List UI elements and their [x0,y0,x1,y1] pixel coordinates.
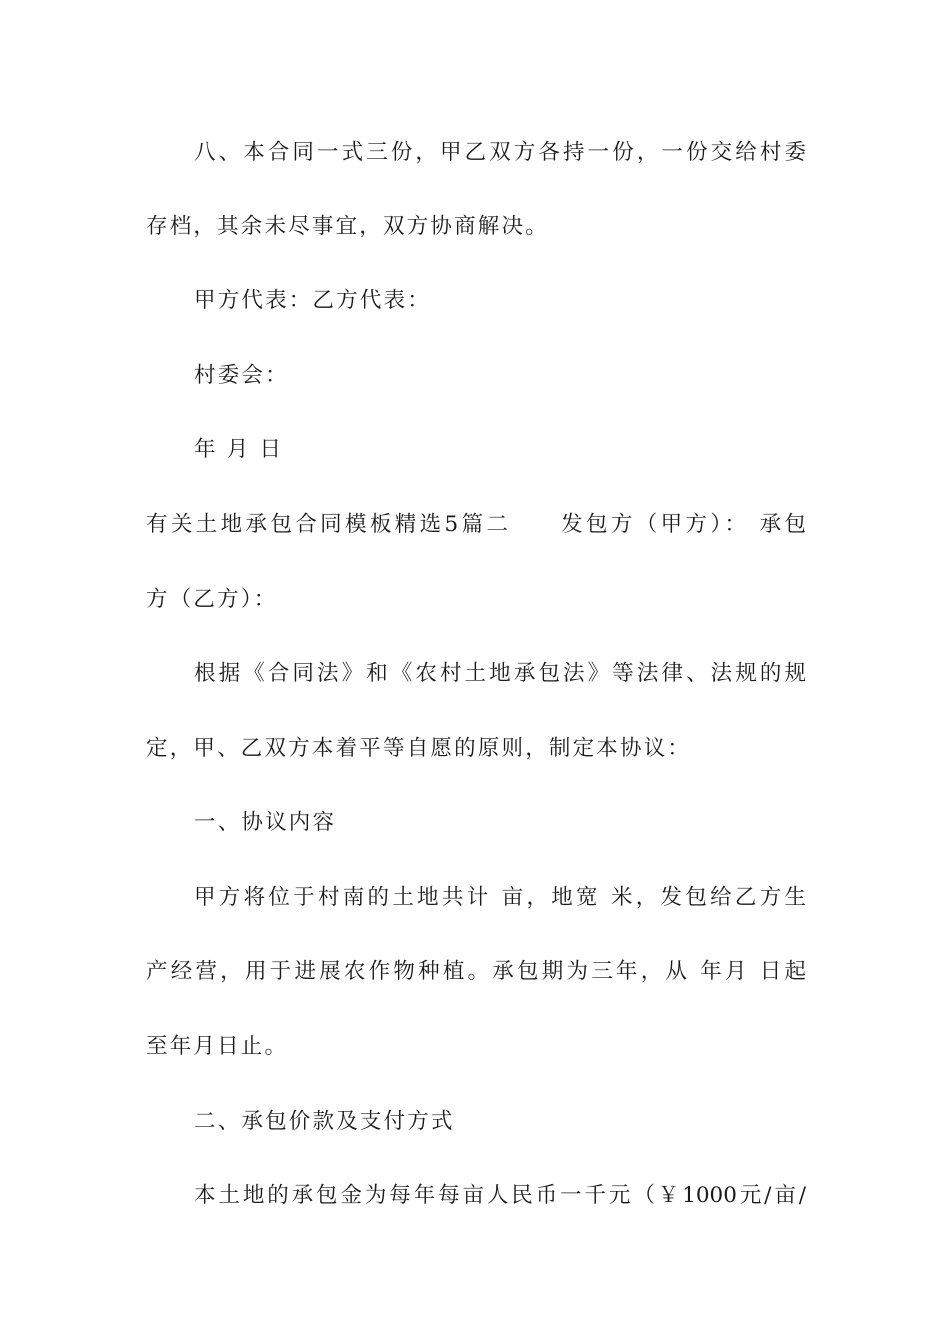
section-heading-line: 有关土地承包合同模板精选5篇二 发包方（甲方）： 承包 [146,512,806,537]
paragraph-line: 定，甲、乙双方本着平等自愿的原则，制定本协议： [146,736,692,761]
signature-line-parties: 甲方代表：乙方代表： [194,288,432,313]
paragraph-line: 本土地的承包金为每年每亩人民币一千元（￥1000元/亩/ [194,1183,806,1208]
paragraph-line: 存档，其余未尽事宜，双方协商解决。 [146,214,549,239]
clause-heading: 一、协议内容 [194,810,337,835]
paragraph-line: 产经营，用于进展农作物种植。承包期为三年，从 年月 日起 [146,959,806,984]
clause-heading: 二、承包价款及支付方式 [194,1109,455,1134]
signature-line-village: 村委会： [194,363,289,388]
paragraph-line: 方（乙方）： [146,587,278,612]
paragraph-line: 根据《合同法》和《农村土地承包法》等法律、法规的规 [194,661,806,686]
date-line: 年 月 日 [194,437,284,462]
paragraph-line: 甲方将位于村南的土地共计 亩，地宽 米，发包给乙方生 [194,885,806,910]
paragraph-line: 至年月日止。 [146,1034,289,1059]
paragraph-line: 八、本合同一式三份，甲乙双方各持一份，一份交给村委 [194,140,806,165]
